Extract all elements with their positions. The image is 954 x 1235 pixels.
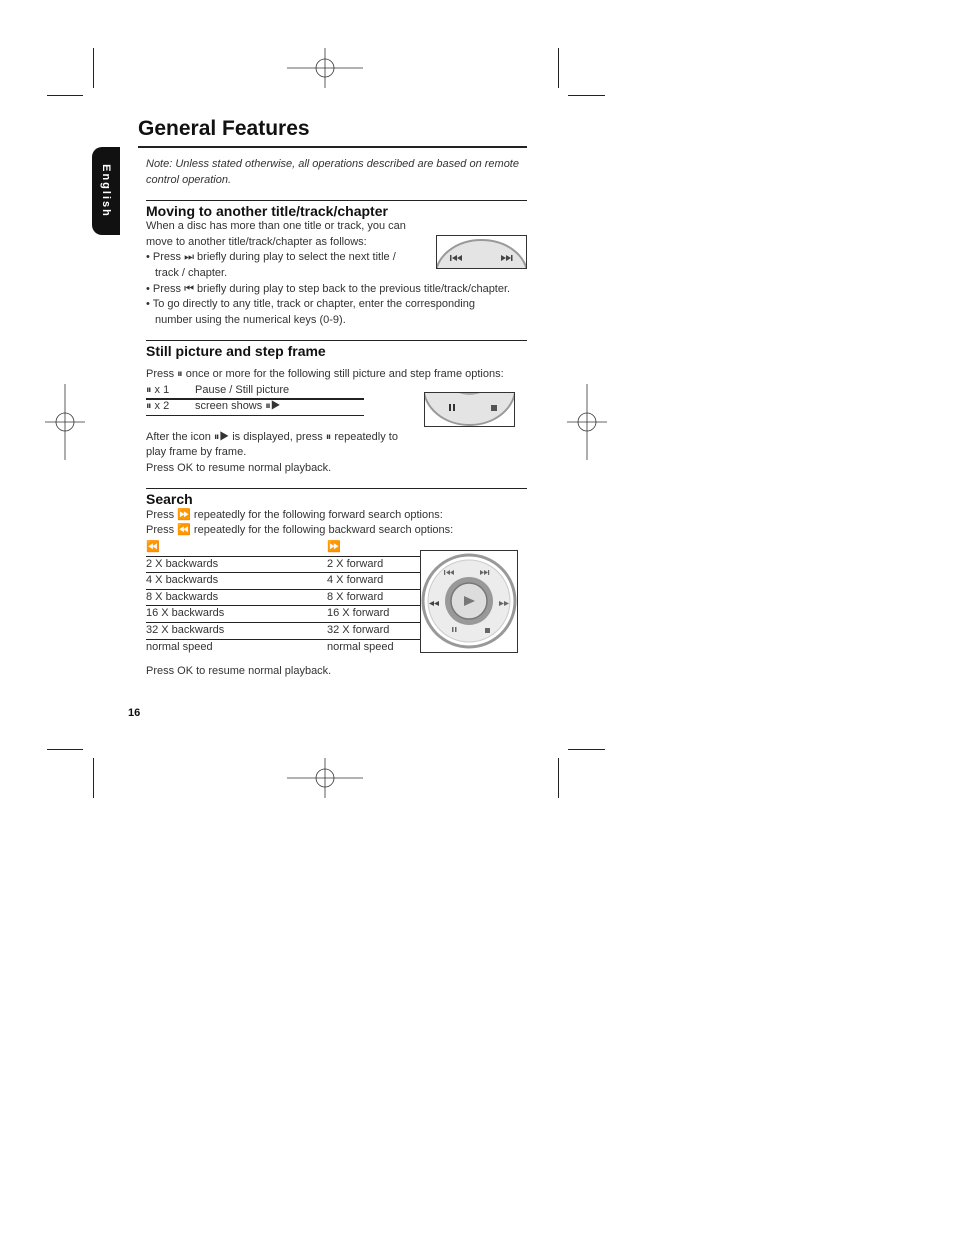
still-row-value: screen shows ⏸▶ (195, 400, 281, 412)
registration-mark (287, 758, 363, 798)
language-label: English (100, 164, 112, 218)
section-heading-search: Search (146, 491, 193, 507)
page-title: General Features (138, 117, 310, 140)
table-row (146, 622, 421, 639)
move-bullet-1b: track / chapter. (155, 267, 228, 279)
table-cell-back: normal speed (146, 640, 213, 653)
remote-illustration-nav (420, 550, 518, 653)
table-cell-fwd: 8 X forward (327, 589, 421, 606)
section-divider (146, 200, 527, 201)
table-cell-back: 16 X backwards (146, 606, 327, 623)
table-cell-fwd: 2 X forward (327, 556, 421, 573)
table-header-row (146, 540, 421, 556)
table-rule (146, 415, 364, 416)
move-intro: When a disc has more than one title or track, you can move to another title/track/chapter as follows: (146, 220, 406, 248)
section-heading-still: Still picture and step frame (146, 343, 326, 359)
stop-icon (485, 628, 490, 633)
crop-mark (93, 758, 94, 798)
page-number: 16 (128, 707, 141, 719)
table-cell-back: 8 X backwards (146, 589, 327, 606)
still-row-key: ⏸ x 2 (146, 400, 170, 412)
move-bullet-3b: number using the numerical keys (0-9). (155, 314, 346, 326)
search-line-2: Press ⏪ repeatedly for the following backward search options: (146, 524, 454, 536)
table-cell-back: 2 X backwards (146, 556, 327, 573)
registration-mark (45, 384, 85, 460)
rewind-icon: ⏪ (146, 540, 327, 556)
table-row (146, 606, 421, 623)
crop-mark (47, 749, 83, 750)
fast-forward-icon: ⏩ (327, 540, 421, 556)
move-bullet-3a: • To go directly to any title, track or chapter, enter the corresponding (146, 298, 475, 310)
still-after-a: After the icon ⏸▶ is displayed, press ⏸ repeatedly to (146, 431, 398, 443)
table-row (146, 556, 421, 573)
table-row (146, 573, 421, 590)
still-resume: Press OK to resume normal playback. (146, 462, 332, 474)
still-row-key: ⏸ x 1 (146, 384, 170, 396)
crop-mark (558, 758, 559, 798)
still-row-value: Pause / Still picture (195, 384, 290, 396)
stop-icon (491, 405, 497, 411)
table-row (146, 589, 421, 606)
table-cell-back: 32 X backwards (146, 622, 327, 639)
crop-mark (47, 95, 83, 96)
section-heading-move: Moving to another title/track/chapter (146, 203, 388, 219)
move-bullet-1a: • Press ⏭ briefly during play to select the next title / (146, 251, 396, 263)
crop-mark (558, 48, 559, 88)
table-row (146, 639, 421, 655)
search-resume: Press OK to resume normal playback. (146, 665, 332, 677)
table-cell-fwd: normal speed (327, 640, 394, 653)
language-tab (92, 147, 120, 235)
registration-mark (287, 48, 363, 88)
search-speed-table (146, 540, 421, 655)
title-rule (138, 146, 527, 148)
search-line-1: Press ⏩ repeatedly for the following forward search options: (146, 509, 443, 521)
crop-mark (568, 749, 605, 750)
note-text: Note: Unless stated otherwise, all operations described are based on remote control operation. (146, 158, 519, 186)
table-cell-fwd: 4 X forward (327, 573, 421, 590)
crop-mark (93, 48, 94, 88)
section-divider (146, 488, 527, 489)
crop-mark (568, 95, 605, 96)
table-cell-fwd: 16 X forward (327, 606, 421, 623)
still-intro: Press ⏸ once or more for the following still picture and step frame options: (146, 368, 504, 380)
remote-illustration-skip (436, 235, 527, 269)
section-divider (146, 340, 527, 341)
move-bullet-2: • Press ⏮ briefly during play to step back to the previous title/track/chapter. (146, 283, 511, 295)
remote-illustration-pause (424, 392, 515, 427)
still-after-b: play frame by frame. (146, 446, 247, 458)
registration-mark (567, 384, 607, 460)
table-cell-back: 4 X backwards (146, 573, 327, 590)
table-cell-fwd: 32 X forward (327, 622, 421, 639)
